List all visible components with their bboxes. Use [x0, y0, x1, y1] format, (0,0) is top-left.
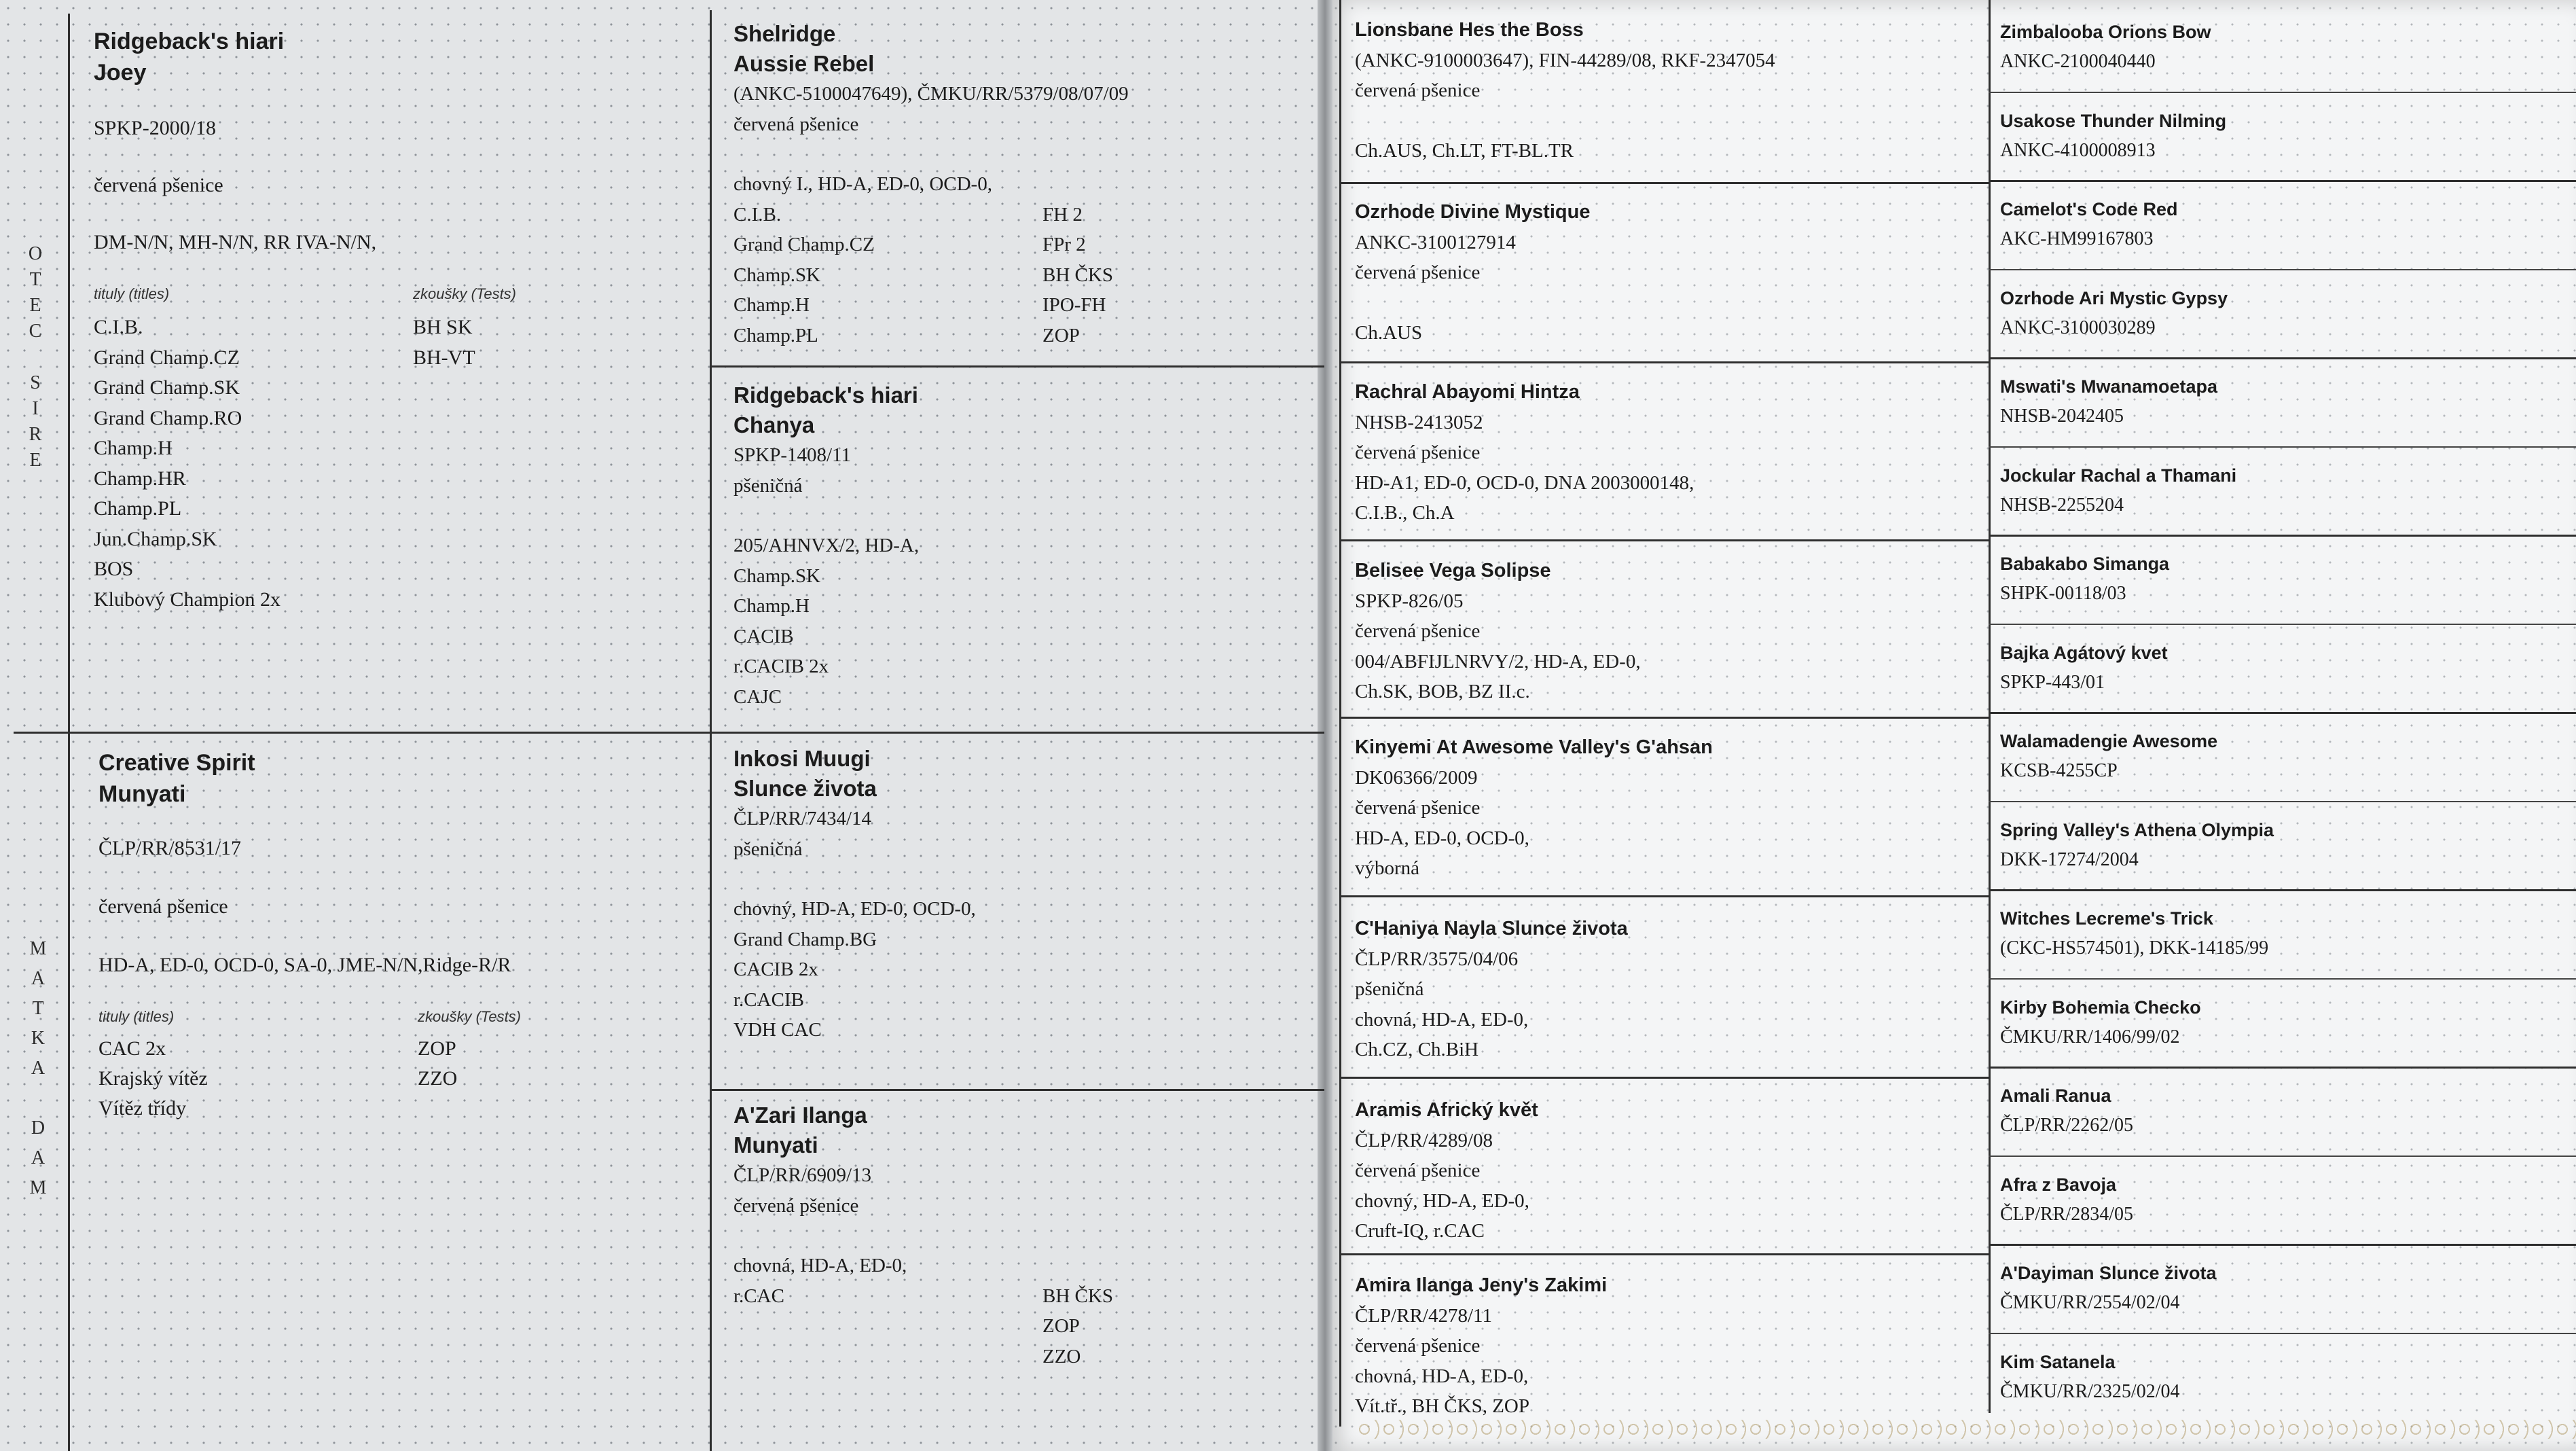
sire-title-item: BOS — [94, 558, 134, 580]
gen2-title-item: Grand Champ.CZ — [733, 234, 875, 255]
sire-title-item: C.I.B. — [94, 316, 143, 338]
gen3-row-divider — [1339, 539, 1989, 541]
divider-gen2-top — [710, 365, 1324, 368]
gen4-cell — [2000, 1348, 2571, 1406]
gen3-row-divider — [1339, 361, 1989, 363]
gen3-detail-line: Cruft-IQ, r.CAC — [1355, 1220, 1485, 1242]
gen4-row-divider — [1989, 889, 2576, 891]
sire-titles-list — [94, 312, 280, 615]
gen4-name: Amali Ranua — [2000, 1086, 2111, 1106]
gen2-cell — [733, 380, 1318, 712]
gen2-name-line1: Shelridge — [733, 21, 836, 46]
gen4-name: A'Dayiman Slunce života — [2000, 1263, 2217, 1283]
gen2-tests-list — [1042, 200, 1113, 351]
gen3-detail-line: (ANKC-9100003647), FIN-44289/08, RKF-2347054 — [1355, 49, 1775, 71]
gen3-name: Rachral Abayomi Hintza — [1355, 381, 1580, 403]
gen2-test-item: IPO-FH — [1042, 294, 1106, 316]
decorative-border-stamp — [1355, 1420, 2576, 1439]
divider-gen2-bottom — [710, 1089, 1324, 1091]
gen2-title-item: r.CAC — [733, 1285, 784, 1307]
dam-titles-list — [98, 1034, 208, 1124]
gen4-registration: ANKC-2100040440 — [2000, 51, 2156, 72]
gen3-cell — [1355, 1270, 1980, 1422]
gen2-name-line2: Munyati — [733, 1132, 818, 1158]
gen3-row-divider — [1339, 1253, 1989, 1255]
gen4-registration: ČMKU/RR/2325/02/04 — [2000, 1381, 2180, 1402]
dam-health: HD-A, ED-0, OCD-0, SA-0, JME-N/N,Ridge-R/R — [98, 954, 511, 976]
gen3-detail-line: ANKC-3100127914 — [1355, 231, 1516, 253]
gen2-test-item: FH 2 — [1042, 203, 1083, 226]
gen4-row-divider — [1989, 624, 2576, 625]
sire-cell — [94, 26, 691, 639]
gen4-name: Ozrhode Ari Mystic Gypsy — [2000, 288, 2228, 308]
gen4-name: Bajka Agátový kvet — [2000, 643, 2168, 663]
gen3-cell — [1355, 377, 1980, 529]
gen4-registration: (CKC-HS574501), DKK-14185/99 — [2000, 937, 2269, 959]
sire-title-item: Champ.H — [94, 437, 173, 459]
gen2-detail-line: ČLP/RR/6909/13 — [733, 1164, 872, 1186]
book-spine — [1318, 0, 1332, 1451]
gen3-detail-line: chovný, HD-A, ED-0, — [1355, 1189, 1529, 1212]
gen2-test-item: ZOP — [1042, 1315, 1080, 1337]
sire-tests-header: zkoušky (Tests) — [413, 285, 517, 302]
dam-test-item: ZOP — [418, 1037, 456, 1060]
gen3-name: Amira Ilanga Jeny's Zakimi — [1355, 1274, 1608, 1296]
sire-title-item: Jun.Champ.SK — [94, 527, 217, 550]
gen4-name: Kim Satanela — [2000, 1352, 2116, 1372]
sire-title-item: Champ.PL — [94, 497, 182, 520]
gen3-detail-line: červená pšenice — [1355, 262, 1481, 283]
gen3-cell — [1355, 732, 1980, 884]
divider-gen3-gen4 — [1989, 0, 1991, 1413]
gen2-detail-line: Champ.H — [733, 595, 810, 617]
gen4-cell — [2000, 1170, 2571, 1229]
gen2-test-item: ZOP — [1042, 324, 1080, 346]
gen3-detail-line: chovná, HD-A, ED-0, — [1355, 1008, 1529, 1031]
gen2-detail-line — [733, 864, 1318, 894]
gen2-detail-line: červená pšenice — [733, 113, 859, 135]
sire-name-line1: Ridgeback's hiari — [94, 29, 285, 54]
dam-tests-list — [418, 1034, 457, 1094]
gen3-row-divider — [1339, 182, 1989, 184]
gen4-registration: SHPK-00118/03 — [2000, 583, 2126, 604]
gen2-detail-line: Champ.SK — [733, 565, 821, 587]
gen4-registration: ČLP/RR/2262/05 — [2000, 1115, 2134, 1136]
gen4-registration: KCSB-4255CP — [2000, 760, 2118, 781]
gen4-name: Babakabo Simanga — [2000, 554, 2170, 574]
gen4-cell — [2000, 550, 2571, 608]
gen3-detail-line: ČLP/RR/3575/04/06 — [1355, 948, 1519, 970]
gen3-detail-line: Ch.AUS — [1355, 321, 1423, 344]
right-page-left-border — [1339, 0, 1341, 1427]
gen4-cell — [2000, 727, 2571, 785]
gen4-cell — [2000, 904, 2571, 963]
gen2-detail-line: červená pšenice — [733, 1194, 859, 1217]
gen4-row-divider — [1989, 978, 2576, 980]
gen3-detail-line: NHSB-2413052 — [1355, 411, 1483, 433]
gen3-row-divider — [1339, 895, 1989, 897]
dam-name-line1: Creative Spirit — [98, 750, 255, 776]
gen4-cell — [2000, 639, 2571, 697]
gen3-detail-line: 004/ABFIJLNRVY/2, HD-A, ED-0, — [1355, 650, 1641, 673]
gen4-cell — [2000, 993, 2571, 1052]
gen2-test-item: ZZO — [1042, 1345, 1081, 1367]
gen2-title-item: C.I.B. — [733, 203, 782, 226]
gen2-detail-line: Grand Champ.BG — [733, 928, 877, 950]
sire-title-item: Champ.HR — [94, 467, 186, 490]
gen4-name: Witches Lecreme's Trick — [2000, 908, 2213, 929]
gen4-row-divider — [1989, 180, 2576, 182]
gen4-cell — [2000, 284, 2571, 342]
gen2-titles-list — [733, 200, 875, 351]
gen4-name: Walamadengie Awesome — [2000, 731, 2218, 751]
gen3-detail-line: Ch.CZ, Ch.BiH — [1355, 1039, 1479, 1060]
gen4-row-divider — [1989, 357, 2576, 359]
gen2-detail-line — [733, 1221, 1318, 1251]
gen4-registration: ANKC-3100030289 — [2000, 317, 2156, 338]
gen4-name: Spring Valley's Athena Olympia — [2000, 820, 2274, 840]
gen2-detail-line — [733, 501, 1318, 531]
gen2-name-line2: Aussie Rebel — [733, 51, 875, 76]
gen3-name: C'Haniya Nayla Slunce života — [1355, 918, 1628, 939]
gen4-cell — [2000, 816, 2571, 874]
gen4-row-divider — [1989, 1333, 2576, 1334]
gen3-cell — [1355, 197, 1980, 348]
gen3-row-divider — [1339, 717, 1989, 719]
divider-sire-dam — [14, 732, 1324, 734]
sire-test-item: BH-VT — [413, 346, 475, 369]
dam-titles-header: tituly (titles) — [98, 1008, 175, 1025]
gen4-cell — [2000, 18, 2571, 76]
gen2-detail-line: (ANKC-5100047649), ČMKU/RR/5379/08/07/09 — [733, 83, 1129, 105]
gen4-registration: AKC-HM99167803 — [2000, 228, 2154, 249]
gen2-detail-line: chovný, HD-A, ED-0, OCD-0, — [733, 898, 976, 920]
gen2-title-item: Champ.PL — [733, 324, 818, 346]
gen3-detail-line: HD-A1, ED-0, OCD-0, DNA 2003000148, — [1355, 471, 1694, 494]
gen3-detail-line: HD-A, ED-0, OCD-0, — [1355, 827, 1529, 849]
gen2-titles-tests — [733, 1281, 1318, 1372]
gen4-row-divider — [1989, 269, 2576, 270]
gen2-cell — [733, 744, 1318, 1045]
gen3-name: Ozrhode Divine Mystique — [1355, 201, 1591, 223]
gen2-detail-line: chovný I., HD-A, ED-0, OCD-0, — [733, 173, 992, 195]
gen3-detail-line: pšeničná — [1355, 978, 1424, 1000]
gen4-cell — [2000, 1259, 2571, 1317]
gen4-name: Camelot's Code Red — [2000, 199, 2178, 219]
gen2-test-item: FPr 2 — [1042, 234, 1086, 255]
gen3-cell — [1355, 914, 1980, 1065]
gen2-detail-line: ČLP/RR/7434/14 — [733, 808, 872, 829]
divider-gen1-gen2 — [710, 10, 712, 1451]
gen2-titles-tests — [733, 200, 1318, 351]
sire-title-item: Grand Champ.SK — [94, 376, 240, 399]
sire-registration: SPKP-2000/18 — [94, 117, 217, 139]
dam-title-item: Vítěz třídy — [98, 1097, 187, 1119]
gen4-registration: NHSB-2255204 — [2000, 495, 2124, 516]
gen4-registration: ČLP/RR/2834/05 — [2000, 1204, 2134, 1225]
gen4-registration: ANKC-4100008913 — [2000, 140, 2156, 161]
gen3-name: Aramis Africký květ — [1355, 1099, 1538, 1121]
gen2-test-item: BH ČKS — [1042, 264, 1113, 286]
gen2-detail-line: pšeničná — [733, 838, 803, 860]
gen2-detail-line: CAJC — [733, 685, 782, 708]
gen2-detail-line: pšeničná — [733, 474, 803, 497]
gen4-registration: NHSB-2042405 — [2000, 406, 2124, 427]
gen2-name-line2: Chanya — [733, 412, 815, 437]
gen3-detail-line — [1355, 106, 1980, 136]
gen2-title-item: Champ.H — [733, 294, 810, 316]
gen3-detail-line: červená pšenice — [1355, 79, 1481, 101]
gen3-detail-line: C.I.B., Ch.A — [1355, 502, 1455, 524]
dam-vertical-label: M A T K A D A M — [29, 938, 47, 1198]
gen4-row-divider — [1989, 1244, 2576, 1246]
gen2-detail-line: chovná, HD-A, ED-0, — [733, 1255, 907, 1276]
gen3-name: Belisee Vega Solipse — [1355, 560, 1551, 581]
gen2-detail-line: 205/AHNVX/2, HD-A, — [733, 535, 920, 556]
dam-title-item: CAC 2x — [98, 1037, 166, 1060]
dam-name-line2: Munyati — [98, 781, 186, 807]
gen2-name-line1: Inkosi Muugi — [733, 746, 871, 771]
gen2-detail-line — [733, 139, 1318, 169]
sire-color: červená pšenice — [94, 174, 223, 196]
gen2-detail-line: CACIB — [733, 625, 794, 647]
gen2-detail-line: r.CACIB — [733, 988, 804, 1011]
sire-titles-header: tituly (titles) — [94, 285, 170, 302]
gen2-name-line2: Slunce života — [733, 776, 877, 801]
dam-tests-header: zkoušky (Tests) — [418, 1008, 522, 1025]
gen4-cell — [2000, 461, 2571, 520]
gen4-row-divider — [1989, 535, 2576, 537]
gen4-cell — [2000, 1081, 2571, 1140]
gen2-cell — [733, 1100, 1318, 1372]
gen4-row-divider — [1989, 1156, 2576, 1157]
gen4-row-divider — [1989, 446, 2576, 448]
gen4-name: Mswati's Mwanamoetapa — [2000, 376, 2218, 397]
sire-tests-list — [413, 312, 475, 373]
gen3-name: Lionsbane Hes the Boss — [1355, 19, 1584, 41]
gen2-name-line1: Ridgeback's hiari — [733, 382, 918, 408]
sire-health: DM-N/N, MH-N/N, RR IVA-N/N, — [94, 231, 377, 253]
gen3-name: Kinyemi At Awesome Valley's G'ahsan — [1355, 736, 1713, 758]
dam-test-item: ZZO — [418, 1067, 458, 1090]
gen3-detail-line: DK06366/2009 — [1355, 766, 1478, 789]
dam-color: červená pšenice — [98, 895, 228, 918]
gen4-name: Zimbalooba Orions Bow — [2000, 22, 2211, 42]
gen4-registration: SPKP-443/01 — [2000, 672, 2105, 693]
gen4-cell — [2000, 372, 2571, 431]
gen3-cell — [1355, 1095, 1980, 1247]
gen4-name: Jockular Rachal a Thamani — [2000, 465, 2237, 486]
gen3-detail-line: červená pšenice — [1355, 620, 1481, 642]
gen4-name: Usakose Thunder Nilming — [2000, 111, 2227, 131]
gen2-title-item: Champ.SK — [733, 264, 821, 286]
gen2-detail-line: VDH CAC — [733, 1019, 822, 1041]
gen2-cell — [733, 19, 1318, 351]
sire-test-item: BH SK — [413, 316, 473, 338]
gen3-row-divider — [1339, 1077, 1989, 1079]
gen4-registration: DKK-17274/2004 — [2000, 849, 2139, 870]
gen4-row-divider — [1989, 801, 2576, 802]
dam-cell — [98, 747, 696, 1144]
gen2-detail-line: CACIB 2x — [733, 959, 818, 980]
gen4-row-divider — [1989, 92, 2576, 93]
gen4-cell — [2000, 107, 2571, 165]
gen4-registration: ČMKU/RR/1406/99/02 — [2000, 1026, 2180, 1047]
gen3-detail-line: Ch.SK, BOB, BZ II.c. — [1355, 681, 1530, 702]
gen3-detail-line: výborná — [1355, 857, 1420, 879]
gen3-cell — [1355, 556, 1980, 707]
gen3-detail-line — [1355, 288, 1980, 318]
sire-title-item: Grand Champ.CZ — [94, 346, 240, 369]
gen3-detail-line: ČLP/RR/4289/08 — [1355, 1129, 1493, 1151]
sire-vertical-label: O T E C S I R E — [28, 243, 43, 471]
gen3-detail-line: červená pšenice — [1355, 1160, 1481, 1181]
gen4-registration: ČMKU/RR/2554/02/04 — [2000, 1292, 2180, 1313]
gen4-row-divider — [1989, 1067, 2576, 1069]
gen2-detail-line: r.CACIB 2x — [733, 656, 829, 677]
gen2-test-item: BH ČKS — [1042, 1285, 1113, 1307]
sire-title-item: Klubový Champion 2x — [94, 588, 280, 611]
gen2-detail-line: SPKP-1408/11 — [733, 444, 851, 466]
gen3-detail-line: SPKP-826/05 — [1355, 590, 1464, 612]
gen2-tests-list — [1042, 1281, 1113, 1372]
gen3-detail-line: červená pšenice — [1355, 442, 1481, 463]
gen4-name: Afra z Bavoja — [2000, 1175, 2117, 1195]
gen3-detail-line: Vít.tř., BH ČKS, ZOP — [1355, 1395, 1530, 1417]
dam-title-item: Krajský vítěz — [98, 1067, 208, 1090]
gen3-detail-line: červená pšenice — [1355, 797, 1481, 819]
gen2-titles-list — [733, 1281, 784, 1312]
sire-name-line2: Joey — [94, 60, 147, 86]
sire-title-item: Grand Champ.RO — [94, 406, 242, 429]
dam-registration: ČLP/RR/8531/17 — [98, 837, 242, 859]
gen3-detail-line: červená pšenice — [1355, 1335, 1481, 1357]
gen4-name: Kirby Bohemia Checko — [2000, 997, 2201, 1018]
gen3-detail-line: chovná, HD-A, ED-0, — [1355, 1365, 1529, 1387]
gen2-name-line1: A'Zari Ilanga — [733, 1103, 867, 1128]
gen4-row-divider — [1989, 712, 2576, 714]
gen3-cell — [1355, 15, 1980, 166]
gen4-cell — [2000, 195, 2571, 253]
gen3-detail-line: ČLP/RR/4278/11 — [1355, 1304, 1492, 1327]
gen3-detail-line: Ch.AUS, Ch.LT, FT-BL.TR — [1355, 139, 1574, 162]
